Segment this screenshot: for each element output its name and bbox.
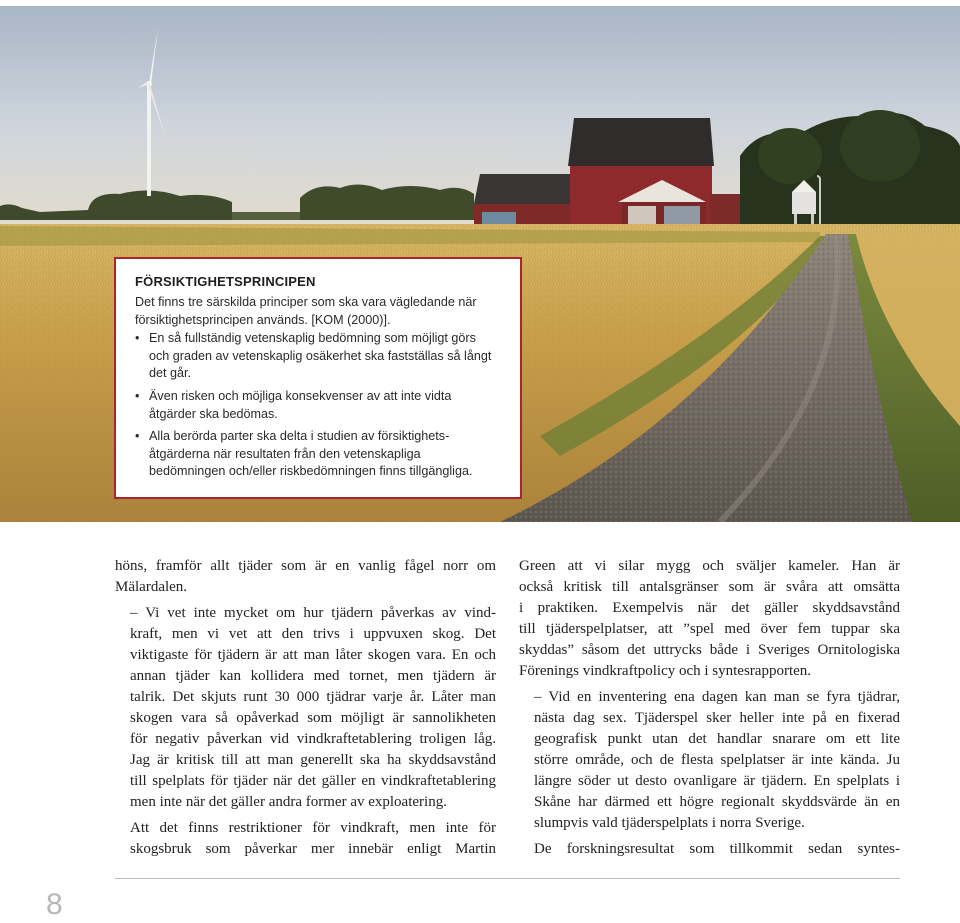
bullet-dot: • <box>135 429 140 444</box>
text-line: De forskningsresultat som tillkommit sedan syntes- <box>534 841 900 857</box>
footer-rule <box>115 878 900 879</box>
text-line: skogsbruk som påverkar mer innebär enligt Martin <box>130 841 496 857</box>
text-line: höns, framför allt tjäder som är en vanlig fågel norr om <box>115 558 496 574</box>
principle-line: bedömningen och/eller riskbedömningen finns tillgängliga. <box>149 464 473 479</box>
paragraph <box>115 603 496 813</box>
body-text-left-column <box>115 556 496 865</box>
text-line: större område, och de flesta spelplatser är inte kända. Ju <box>534 752 900 768</box>
paragraph <box>519 687 900 834</box>
text-line: Förenings vindkraftpolicy och i syntesrapporten. <box>519 663 812 679</box>
text-line: till tjäderspelplatser, att ”spel med över fem tuppar ska <box>519 621 900 637</box>
text-line: Skåne har därmed ett högre regionalt skyddsvärde än en <box>534 794 900 810</box>
box-title: FÖRSIKTIGHETSPRINCIPEN <box>135 274 316 289</box>
paragraph <box>519 556 900 682</box>
text-line: Att det finns restriktioner för vindkraft, men inte för <box>130 820 496 836</box>
principle-line: det går. <box>149 366 192 381</box>
text-line: också kritisk till antalsgränser som är svåra att omsätta <box>519 579 900 595</box>
text-line: i praktiken. Exempelvis när det gäller skyddsavstånd <box>519 600 900 616</box>
text-line: Jag är kritisk till att man generellt ska ha skyddsavstånd <box>130 752 496 768</box>
text-line: kraft, men vi vet att den trivs i uppvuxen skog. Det <box>130 626 496 642</box>
principle-item <box>135 330 504 383</box>
principle-line: åtgärderna när resultaten från den vetenskapliga <box>149 446 421 461</box>
bullet-dot: • <box>135 388 140 403</box>
principle-line: och graden av vetenskaplig osäkerhet ska fastställas så långt <box>149 348 492 363</box>
paragraph <box>115 818 496 860</box>
paragraph <box>115 556 496 598</box>
text-line: till spelplats för tjäder när det gäller en vindkraftetablering <box>130 773 496 789</box>
text-line: för negativ påverkan vid vindkraftetablering troligen låg. <box>130 731 496 747</box>
precaution-principle-box <box>114 257 522 499</box>
text-line: men inte när det gäller andra former av exploatering. <box>130 794 447 810</box>
text-line: – Vid en inventering ena dagen kan man se fyra tjädrar, <box>534 689 900 705</box>
text-line: – Vi vet inte mycket om hur tjädern påverkas av vind- <box>130 605 496 621</box>
principle-line: En så fullständig vetenskaplig bedömning som möjligt görs <box>149 331 476 346</box>
page-number: 8 <box>46 888 63 921</box>
box-intro-line: försiktighetsprincipen används. [KOM (2000)]. <box>135 312 391 327</box>
text-line: skogen vara så opåverkad som möjligt är sannolikheten <box>130 710 496 726</box>
text-line: viktigaste för tjädern är att man låter skogen vara. En och <box>130 647 496 663</box>
text-line: nästa dag sex. Tjäderspel sker heller inte på en fixerad <box>534 710 900 726</box>
box-intro <box>135 294 504 329</box>
text-line: skyddas” såsom det uttrycks både i Sveriges Ornitologiska <box>519 642 900 658</box>
text-line: slumpvis vald tjäderspelplats i norra Sverige. <box>534 815 805 831</box>
principle-line: Även risken och möjliga konsekvenser av att inte vidta <box>149 388 452 403</box>
paragraph <box>519 839 900 860</box>
bullet-dot: • <box>135 331 140 346</box>
text-line: Mälardalen. <box>115 579 188 595</box>
text-line: annan tjäder kan kollidera med tornet, men tjädern är <box>130 668 496 684</box>
principle-item <box>135 388 504 423</box>
principle-line: åtgärder ska bedömas. <box>149 406 278 421</box>
text-line: Green att vi silar mygg och sväljer kameler. Han är <box>519 558 900 574</box>
text-line: längre söder ut desto ovanligare är tjädern. En spelplats i <box>534 773 900 789</box>
box-intro-line: Det finns tre särskilda principer som ska vara vägledande när <box>135 295 477 309</box>
principles-list <box>135 330 504 481</box>
text-line: talrik. Det skjuts runt 30 000 tjädrar varje år. Låter man <box>130 689 496 705</box>
body-text-right-column <box>519 556 900 865</box>
principle-line: Alla berörda parter ska delta i studien av försiktighets- <box>149 429 450 444</box>
principle-item <box>135 428 504 481</box>
text-line: geografisk punkt utan det handlar snarare om ett lite <box>534 731 900 747</box>
